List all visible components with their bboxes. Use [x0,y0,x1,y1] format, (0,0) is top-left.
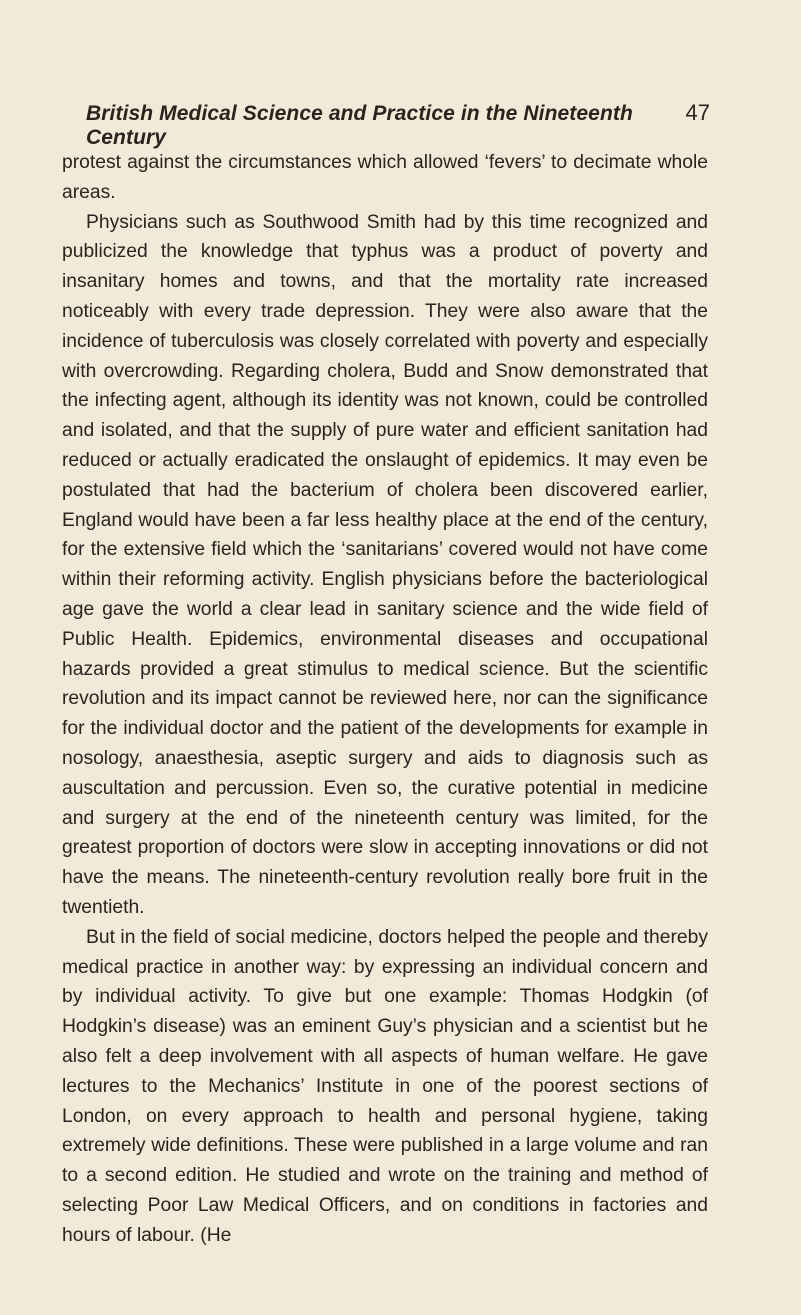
running-header [86,100,710,150]
body-text [62,148,708,1250]
running-title: British Medical Science and Practice in the Nineteenth Century [86,102,633,149]
page-number: 47 [685,100,710,125]
paragraph-social-medicine: But in the field of social medicine, doctors helped the people and thereby medical practice in another way: by expressing an individual concern and by individual activity. To give but one example: Thomas Hodgkin (of Hodgkin’s disease) was an eminent Guy’s physician and a scientist but he also felt a deep involvement with all aspects of human welfare. He gave lectures to the Mechanics’ Institute in one of the poorest sections of London, on every approach to health and personal hygiene, taking extremely wide definitions. These were published in a large volume and ran to a second edition. He studied and wrote on the training and method of selecting Poor Law Medical Officers, and on conditions in factories and hours of labour. (He [62,926,708,1246]
paragraph-sanitary-science: Physicians such as Southwood Smith had by this time recognized and publicized the knowledge that typhus was a product of poverty and insanitary homes and towns, and that the mortality rate increased noticeably with every trade depression. They were also aware that the incidence of tuberculosis was closely correlated with poverty and especially with overcrowding. Regarding cholera, Budd and Snow demonstrated that the infecting agent, although its identity was not known, could be controlled and isolated, and that the supply of pure water and efficient sanitation had reduced or actually eradicated the onslaught of epidemics. It may even be postulated that had the bacterium of cholera been discovered earlier, England would have been a far less healthy place at the end of the century, for the extensive field which the ‘sanitarians’ covered would not have come within their reforming activity. English physicians before the bacteriological age gave the world a clear lead in sanitary science and the wide field of Public Health. Epidemics, environmental diseases and occupational hazards provided a great stimulus to medical science. But the scientific revolution and its impact cannot be reviewed here, nor can the significance for the individual doctor and the patient of the developments for example in nosology, anaesthesia, aseptic surgery and aids to diagnosis such as auscultation and percussion. Even so, the curative potential in medicine and surgery at the end of the nineteenth century was limited, for the greatest proportion of doctors were slow in accepting innovations or did not have the means. The nineteenth-century revolution really bore fruit in the twentieth. [62,211,708,918]
paragraph-continuation: protest against the circumstances which allowed ‘fevers’ to decimate whole areas. [62,152,708,203]
